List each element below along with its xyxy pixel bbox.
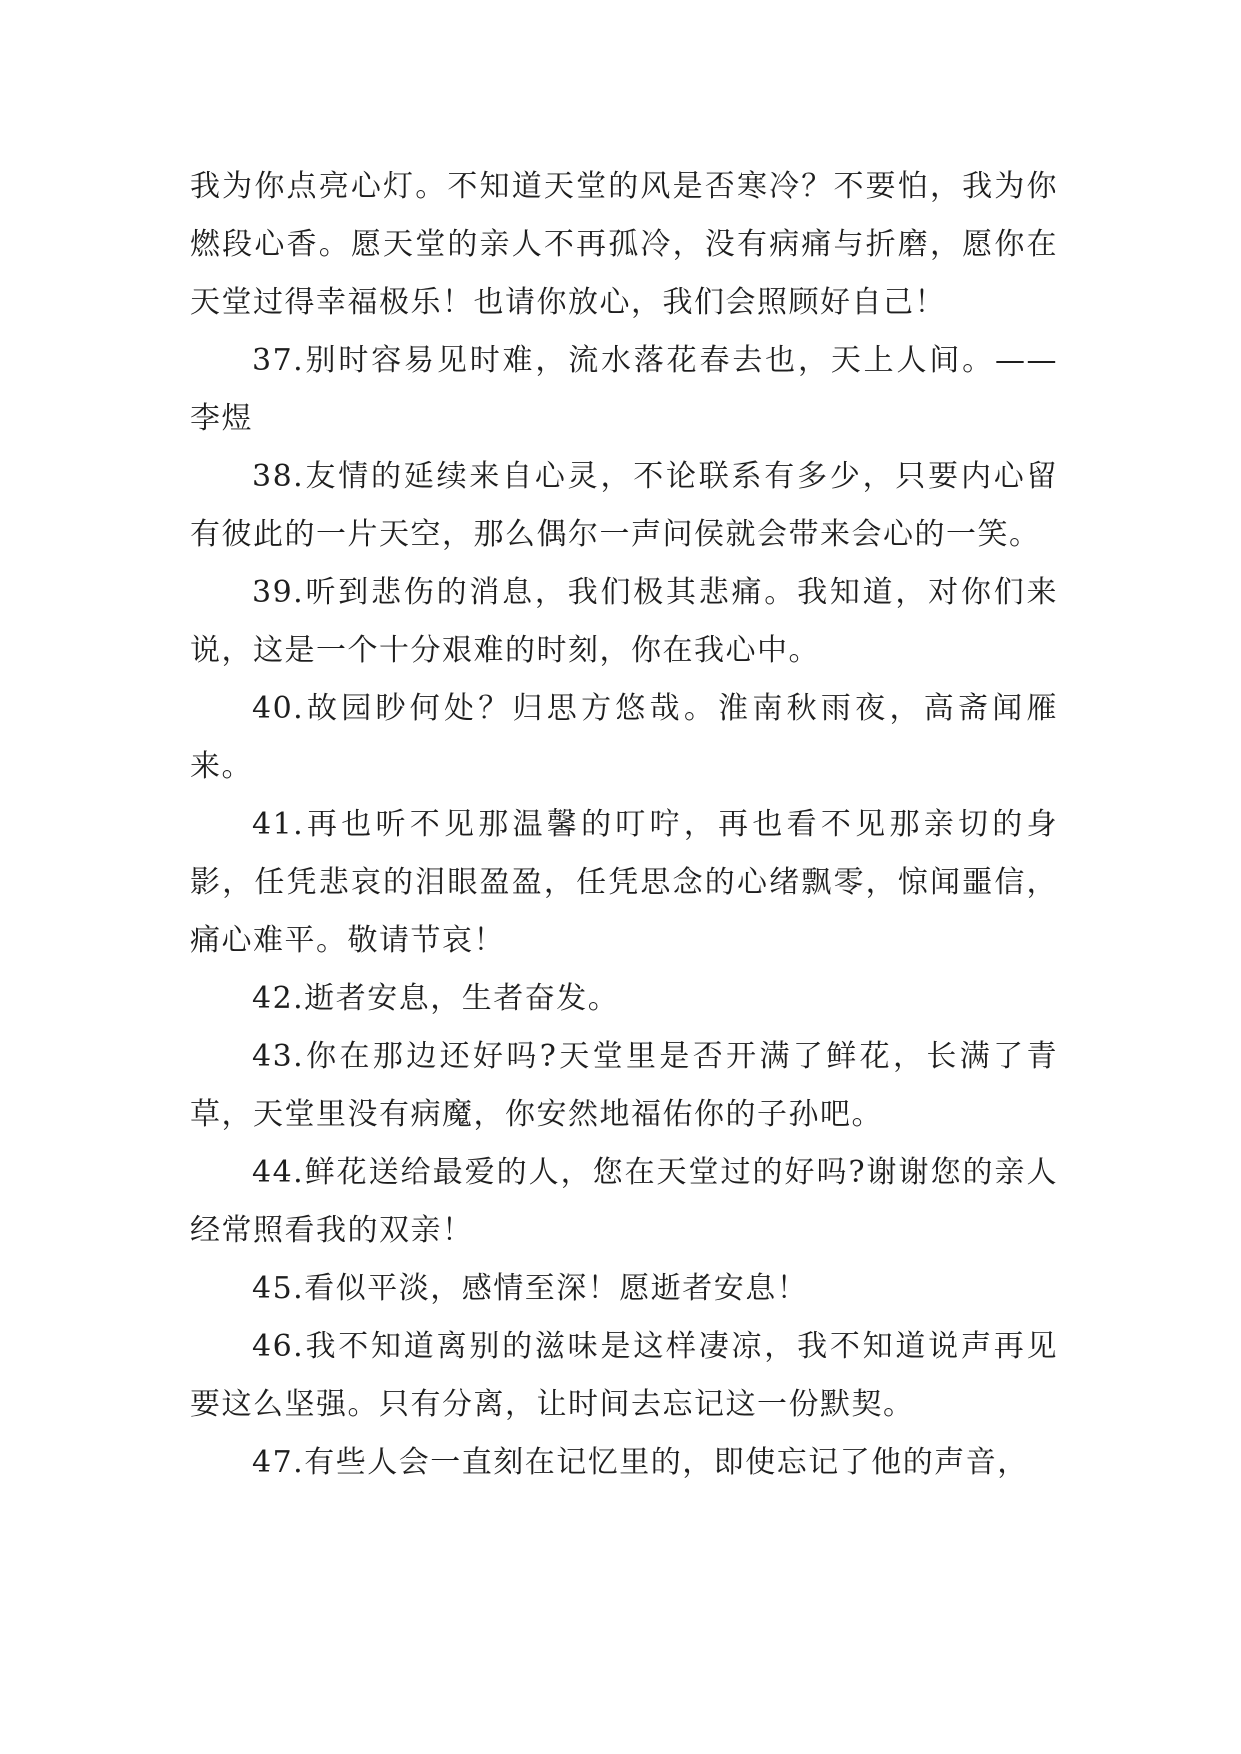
paragraph-37: 37.别时容易见时难，流水落花春去也，天上人间。——李煜 xyxy=(190,343,1058,436)
paragraph-38: 38.友情的延续来自心灵，不论联系有多少，只要内心留有彼此的一片天空，那么偶尔一声问侯就会带来会心的一笑。 xyxy=(190,459,1058,552)
paragraph-44: 44.鲜花送给最爱的人，您在天堂过的好吗?谢谢您的亲人经常照看我的双亲！ xyxy=(190,1155,1058,1248)
document-body xyxy=(190,158,1058,1492)
paragraph-47: 47.有些人会一直刻在记忆里的，即使忘记了他的声音， xyxy=(252,1445,1029,1480)
paragraph-continuation: 我为你点亮心灯。不知道天堂的风是否寒冷？不要怕，我为你燃段心香。愿天堂的亲人不再孤冷，没有病痛与折磨，愿你在天堂过得幸福极乐！也请你放心，我们会照顾好自己！ xyxy=(190,169,1058,320)
paragraph-45: 45.看似平淡，感情至深！愿逝者安息！ xyxy=(252,1271,809,1306)
paragraph-39: 39.听到悲伤的消息，我们极其悲痛。我知道，对你们来说，这是一个十分艰难的时刻，你在我心中。 xyxy=(190,575,1058,668)
paragraph-43: 43.你在那边还好吗?天堂里是否开满了鲜花，长满了青草，天堂里没有病魔，你安然地福佑你的子孙吧。 xyxy=(190,1039,1058,1132)
paragraph-40: 40.故园眇何处？归思方悠哉。淮南秋雨夜，高斋闻雁来。 xyxy=(190,691,1058,784)
paragraph-46: 46.我不知道离别的滋味是这样凄凉，我不知道说声再见要这么坚强。只有分离，让时间去忘记这一份默契。 xyxy=(190,1329,1058,1422)
paragraph-41: 41.再也听不见那温馨的叮咛，再也看不见那亲切的身影，任凭悲哀的泪眼盈盈，任凭思念的心绪飘零，惊闻噩信，痛心难平。敬请节哀！ xyxy=(190,807,1058,958)
paragraph-42: 42.逝者安息，生者奋发。 xyxy=(252,981,620,1016)
